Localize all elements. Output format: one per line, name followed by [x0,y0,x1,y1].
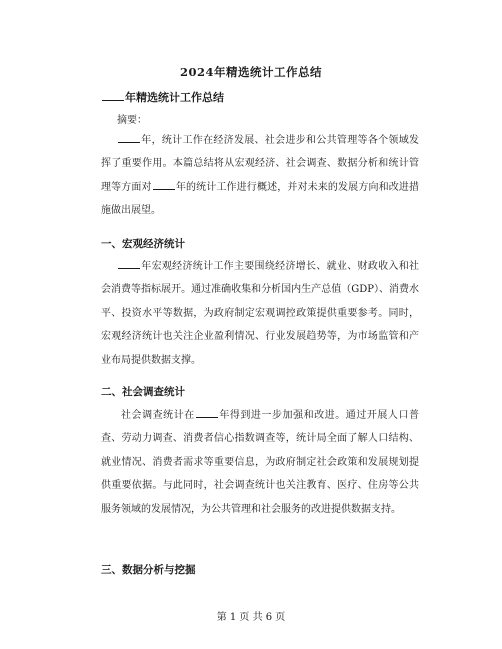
year-blank [118,133,140,143]
abstract-text-1: 年，统计工作在经济发展、社会进步和公共管理等各个领域发挥了重要作用。本篇总结将从宏观经济、社会调查、数据分析和统计管理等方面对 [101,135,419,193]
page-footer: 第 1 页 共 6 页 [216,612,286,623]
section-macro-paragraph [101,255,419,372]
year-blank [118,259,140,269]
year-blank [102,91,124,101]
abstract-text-2: 年的统计工作进行概述，并对未来的发展方向和改进措施做出展望。 [101,181,420,217]
section-macro-text: 年宏观经济统计工作主要围绕经济增长、就业、财政收入和社会消费等指标展开。通过准确收集和分析国内生产总值（GDP）、消费水平、投资水平等数据，为政府制定宏观调控政策提供重要参考。同时，宏观经济统计也关注企业盈利情况、行业发展趋势等，为市场监管和产业布局提供数据支撑。 [101,261,419,366]
section-heading-survey: 二、社会调查统计 [101,386,185,398]
year-blank [196,408,218,418]
document-subtitle [101,89,224,105]
subtitle-text: 年精选统计工作总结 [125,91,224,104]
abstract-label: 摘要： [117,115,147,126]
abstract-paragraph [101,129,419,223]
section-heading-macro: 一、宏观经济统计 [101,238,185,250]
year-blank [153,180,175,190]
section-survey-paragraph [101,404,419,521]
section-heading-analysis: 三、数据分析与挖掘 [101,564,196,576]
section-survey-text-2: 年得到进一步加强和改进。通过开展人口普查、劳动力调查、消费者信心指数调查等，统计局全面了解人口结构、就业情况、消费者需求等重要信息，为政府制定社会政策和发展规划提供重要依据。与此同时，社会调查统计也关注教育、医疗、住房等公共服务领域的发展情况，为公共管理和社会服务的改进提供数据支持。 [101,410,420,515]
section-survey-text-1: 社会调查统计在 [121,410,195,421]
document-title: 2024年精选统计工作总结 [179,65,322,79]
